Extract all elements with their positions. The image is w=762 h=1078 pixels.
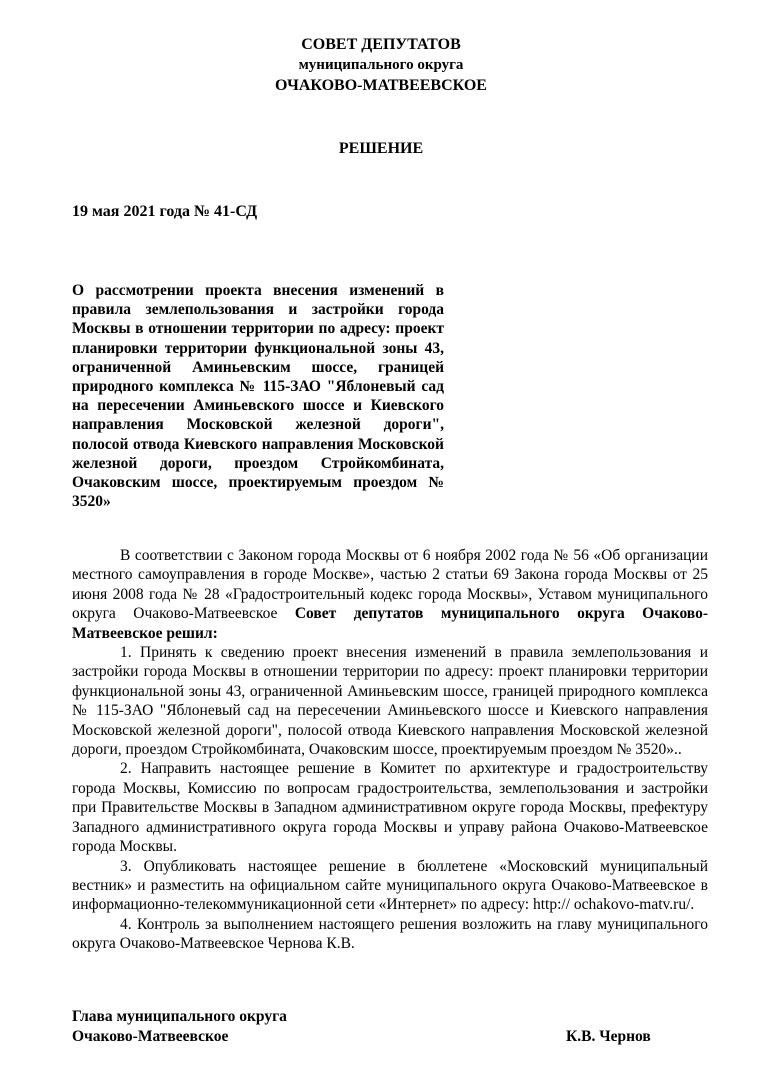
decision-subject: О рассмотрении проекта внесения изменений в правила землепользования и застройки города Москвы в отношении территории по адресу: проект планировки территории функциональной зоны 43, ограниченной Аминьевским шоссе, границей природного комплекса № 115-ЗАО "Яблоневый сад на пересечении Аминьевского шоссе и Киевского направления Московской железной дороги", полосой отвода Киевского направления Московской железной дороги, проездом Стройкомбината, Очаковским шоссе, проектируемым проездом № 3520» [72,282,444,511]
decision-item-2: 2. Направить настоящее решение в Комитет по архитектуре и градостроительству города Москвы, Комиссию по вопросам градостроительства, землепользования и застройки при Правительстве Москвы в Западном административном округе города Москвы, префектуру Западного административного округа города Москвы и управу района Очаково-Матвеевское города Москвы. [72,760,708,856]
decision-item-4: 4. Контроль за выполнением настоящего решения возложить на главу муниципального округа Очаково-Матвеевское Чернова К.В. [72,915,708,953]
preamble-text: В соответствии с Законом города Москвы от 6 ноября 2002 года № 56 «Об организации местного самоуправления в городе Москве», частью 2 статьи 69 Закона города Москвы от 25 июня 2008 года № 28 «Градостроительный кодекс города Москвы», Уставом муниципального округа Очаково-Матвеевское [72,547,708,623]
signature-position-line1: Глава муниципального округа [72,1008,287,1025]
council-heading: СОВЕТ ДЕПУТАТОВ [301,36,461,53]
date-number: 19 мая 2021 года № 41-СД [72,203,258,220]
preamble-paragraph [72,546,708,643]
decision-body [72,546,708,954]
decision-item-1: 1. Принять к сведению проект внесения изменений в правила землепользования и застройки города Москвы в отношении территории по адресу: проект планировки территории функциональной зоны 43, ограниченной Аминьевским шоссе, границей природного комплекса № 115-ЗАО "Яблоневый сад на пересечении Аминьевского шоссе и Киевского направления Московской железной дороги", полосой отвода Киевского направления Московской железной дороги, проездом Стройкомбината, Очаковским шоссе, проектируемым проездом № 3520».. [72,644,708,759]
district-type-heading: муниципального округа [298,57,464,73]
signature-name: К.В. Чернов [566,1028,651,1045]
signature-position [72,1007,287,1046]
preamble-bold-text: Совет депутатов муниципального округа Очаково-Матвеевское решил: [72,605,708,642]
document-type-title: РЕШЕНИЕ [338,140,424,157]
decision-item-3: 3. Опубликовать настоящее решение в бюллетене «Московский муниципальный вестник» и разместить на официальном сайте муниципального округа Очаково-Матвеевское в информационно-телекоммуникационной сети «Интернет» по адресу: http:// ochakovo-matv.ru/. [72,857,708,914]
signature-position-line2: Очаково-Матвеевское [72,1027,229,1045]
district-name-heading: ОЧАКОВО-МАТВЕЕВСКОЕ [275,77,487,94]
